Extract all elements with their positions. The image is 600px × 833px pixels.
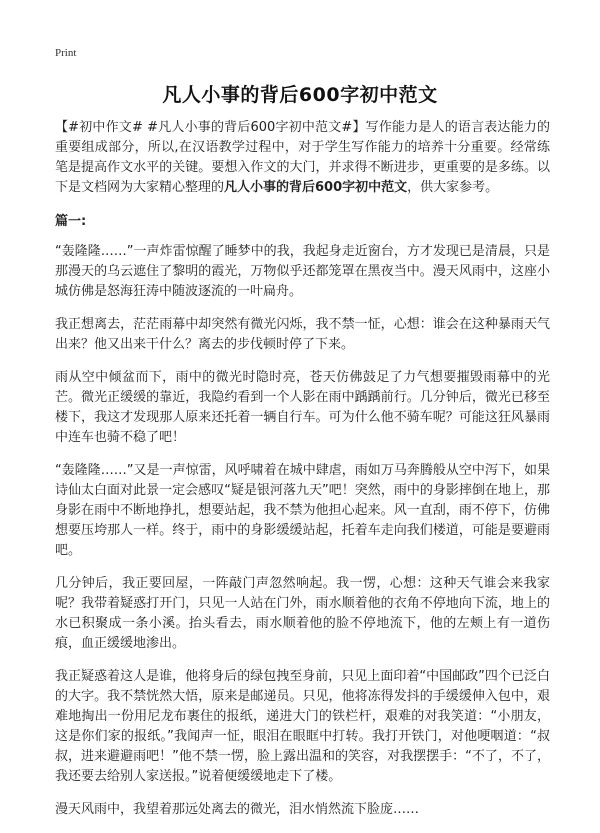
article-body <box>55 118 550 833</box>
intro-tag: 【#初中作文# #凡人小事的背后600字初中范文#】 <box>55 120 366 135</box>
paragraph: 漫天风雨中，我望着那远处离去的微光，泪水悄然流下脸庞…… <box>55 802 420 817</box>
intro-paragraph <box>55 118 550 198</box>
article-title: 凡人小事的背后600字初中范文 <box>162 84 438 106</box>
intro-text-after: ，供大家参考。 <box>407 180 499 195</box>
intro-bold-title: 凡人小事的背后600字初中范文 <box>224 180 408 195</box>
paragraph: “轰隆隆……”又是一声惊雷，风呼啸着在城中肆虐，雨如万马奔腾般从空中泻下，如果诗仙太白面对此景一定会感叹“疑是银河落九天”吧！突然，雨中的身影摔倒在地上，那身影在雨中不断地挣扎，想要站起，我不禁为他担心起来。风一直刮，雨不停下，仿佛想要压垮那人一样。终于，雨中的身影缓缓站起，托着车走向我们楼道，可能是要避雨吧。 <box>55 463 550 558</box>
intro-text-before: 写作能力是人的语言表达能力的重要组成部分，所以,在汉语教学过程中，对于学生写作能力的培养十分重要。经常练笔是提高作文水平的关键。要想入作文的大门，并求得不断进步，更重要的是多练。以下是文档网为大家精心整理的 <box>55 120 550 195</box>
paragraph: 我正想离去，茫茫雨幕中却突然有微光闪烁，我不禁一怔，心想：谁会在这种暴雨天气出来？他又出来干什么？离去的步伐顿时停了下来。 <box>55 317 550 352</box>
paragraph: 雨从空中倾盆而下，雨中的微光时隐时亮，苍天仿佛鼓足了力气想要摧毁雨幕中的光芒。微光正缓缓的靠近，我隐约看到一个人影在雨中踽踽前行。几分钟后，微光已移至楼下，我这才发现那人原来还托着一辆自行车。可为什么他不骑车呢？可能这狂风暴雨中连车也骑不稳了吧！ <box>55 370 550 445</box>
print-link[interactable]: Print <box>55 47 77 59</box>
paragraph: “轰隆隆……”一声炸雷惊醒了睡梦中的我，我起身走近窗台，方才发现已是清晨，只是那漫天的乌云遮住了黎明的霞光，万物似乎还都笼罩在黑夜当中。漫天风雨中，这座小城仿佛是怒海狂涛中随波逐流的一叶扁舟。 <box>55 244 550 299</box>
paragraph: 几分钟后，我正要回屋，一阵敲门声忽然响起。我一愣，心想：这种天气谁会来我家呢？我带着疑惑打开门，只见一人站在门外，雨水顺着他的衣角不停地向下流，地上的水已积聚成一条小溪。抬头看去，雨水顺着他的脸不停地流下，他的左颊上有一道伤痕，血正缓缓地渗出。 <box>55 576 550 651</box>
paragraph: 我正疑惑着这人是谁，他将身后的绿包拽至身前，只见上面印着“中国邮政”四个已泛白的大字。我不禁恍然大悟，原来是邮递员。只见，他将冻得发抖的手缓缓伸入包中，艰难地掏出一份用尼龙布裹住的报纸，递进大门的铁栏杆，艰难的对我笑道：“小朋友，这是你们家的报纸。”我闻声一怔，眼泪在眼眶中打转。我打开铁门，对他哽咽道：“叔叔，进来避避雨吧！”他不禁一愣，脸上露出温和的笑容，对我摆摆手：“不了，不了，我还要去给别人家送报。”说着便缓缓地走下了楼。 <box>55 669 550 784</box>
section-label: 篇一: <box>55 214 87 229</box>
